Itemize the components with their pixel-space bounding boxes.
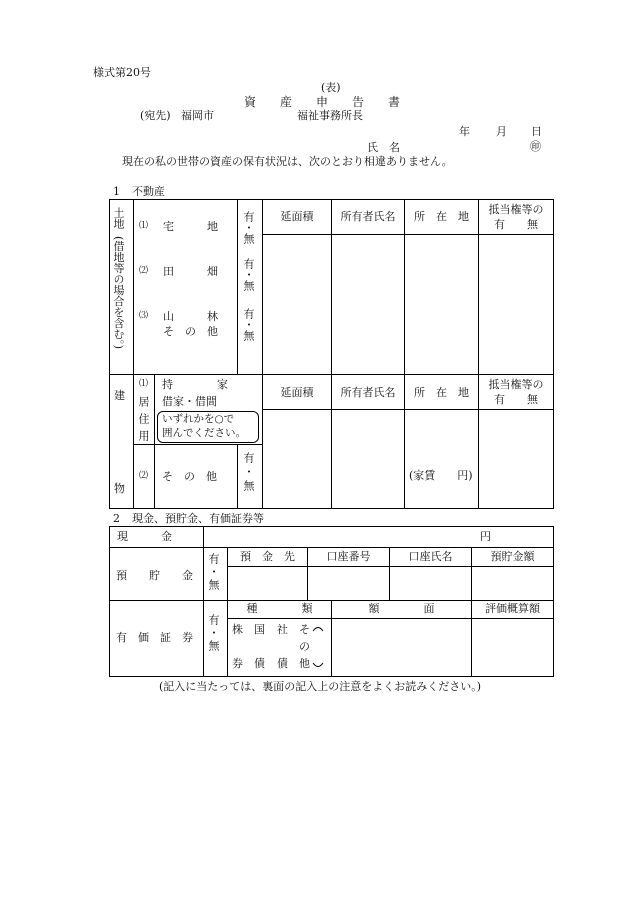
land-col-owner: 所有者氏名: [340, 210, 396, 223]
document-title: 資 産 申 告 書: [244, 95, 401, 109]
name-label: 氏 名: [367, 141, 400, 154]
land-col-mortgage-1: 抵当権等の: [488, 203, 544, 216]
savings-col-account-name: 口座氏名: [408, 550, 453, 563]
building-row2-num: ⑵: [139, 471, 149, 481]
land-col-area: 延面積: [280, 210, 314, 223]
building-col-area: 延面積: [280, 386, 314, 399]
land-row2-name: 田 畑: [163, 265, 218, 278]
securities-col-type: 種 類: [246, 602, 313, 615]
securities-col-face: 額 面: [368, 602, 435, 615]
securities-type-char: 株: [232, 623, 243, 636]
date-month: 月: [496, 125, 507, 138]
land-row3-name1: 山 林: [163, 310, 218, 323]
securities-type-char: 債: [277, 657, 288, 670]
date-year: 年: [459, 125, 470, 138]
section2-number: 2: [113, 512, 120, 525]
building-rent-label: (家賃 円): [409, 469, 473, 482]
savings-yesno[interactable]: 有・無: [207, 553, 220, 592]
building-col-owner: 所有者氏名: [340, 386, 396, 399]
declaration-text: 現在の私の世帯の資産の保有状況は、次のとおり相違ありません。: [122, 155, 453, 168]
building-label-bottom: 物: [114, 482, 125, 495]
land-row2-num: ⑵: [139, 266, 149, 276]
securities-type-char: 券: [232, 657, 243, 670]
land-col-mortgage-2: 有 無: [494, 218, 538, 231]
land-row1-yesno[interactable]: 有・無: [242, 211, 255, 244]
seal-mark: ㊞: [530, 140, 541, 153]
securities-type-char: の: [299, 640, 310, 653]
land-row1-name: 宅 地: [163, 220, 218, 233]
addressee-office: 福祉事務所長: [297, 109, 363, 122]
land-row3-yesno[interactable]: 有・無: [242, 308, 255, 341]
securities-type-char: 社: [277, 623, 288, 636]
building-row2-name: そ の 他: [162, 470, 217, 483]
land-label: 土地: [112, 207, 125, 229]
land-row2-yesno[interactable]: 有・無: [242, 258, 255, 291]
building-row1-kind: 居住用: [137, 396, 150, 447]
securities-type-char: 債: [254, 657, 265, 670]
date-day: 日: [531, 125, 542, 138]
securities-yesno[interactable]: 有・無: [207, 614, 220, 653]
savings-col-bank: 預 金 先: [240, 550, 295, 563]
section2-heading: 現金、預貯金、有価証券等: [132, 512, 264, 525]
building-row2-yesno[interactable]: 有・無: [242, 452, 255, 494]
land-row3-name2: そ の 他: [163, 325, 218, 338]
building-opt-rented[interactable]: 借家・借間: [162, 395, 217, 408]
land-col-location: 所 在 地: [414, 210, 469, 223]
securities-type-char: そ: [299, 623, 310, 636]
land-row1-num: ⑴: [139, 221, 149, 231]
building-col-mortgage-2: 有 無: [494, 393, 538, 406]
savings-col-amount: 預貯金額: [490, 550, 535, 563]
building-label-top: 建: [114, 389, 125, 402]
securities-type-char: 他: [299, 657, 310, 670]
building-row1-num: ⑴: [139, 379, 149, 389]
form-number: 様式第20号: [93, 66, 151, 79]
securities-col-valuation: 評価概算額: [485, 602, 540, 615]
building-note-1: いずれかを○で: [162, 413, 235, 425]
section1-number: 1: [113, 185, 120, 198]
savings-label: 預 貯 金: [116, 569, 193, 582]
section1-heading: 不動産: [132, 185, 165, 198]
addressee-prefix: (宛先): [140, 109, 171, 122]
securities-label: 有 価 証 券: [116, 631, 193, 644]
form-side: (表): [321, 81, 341, 94]
building-opt-owned[interactable]: 持 家: [162, 378, 228, 391]
footer-note: (記入に当たっては、裏面の記入上の注意をよくお読みください。): [159, 680, 482, 693]
securities-type-char: 国: [254, 623, 265, 636]
savings-col-account-number: 口座番号: [326, 550, 371, 563]
securities-bracket: [311, 622, 325, 672]
building-col-location: 所 在 地: [414, 386, 469, 399]
addressee-city: 福岡市: [181, 109, 214, 122]
land-note: (借地等の場合を含む。): [112, 236, 125, 350]
cash-label: 現 金: [117, 530, 172, 543]
building-note-2: 囲んでください。: [162, 427, 246, 439]
building-col-mortgage-1: 抵当権等の: [488, 378, 544, 391]
land-row3-num: ⑶: [139, 311, 149, 321]
cash-unit: 円: [480, 530, 491, 543]
